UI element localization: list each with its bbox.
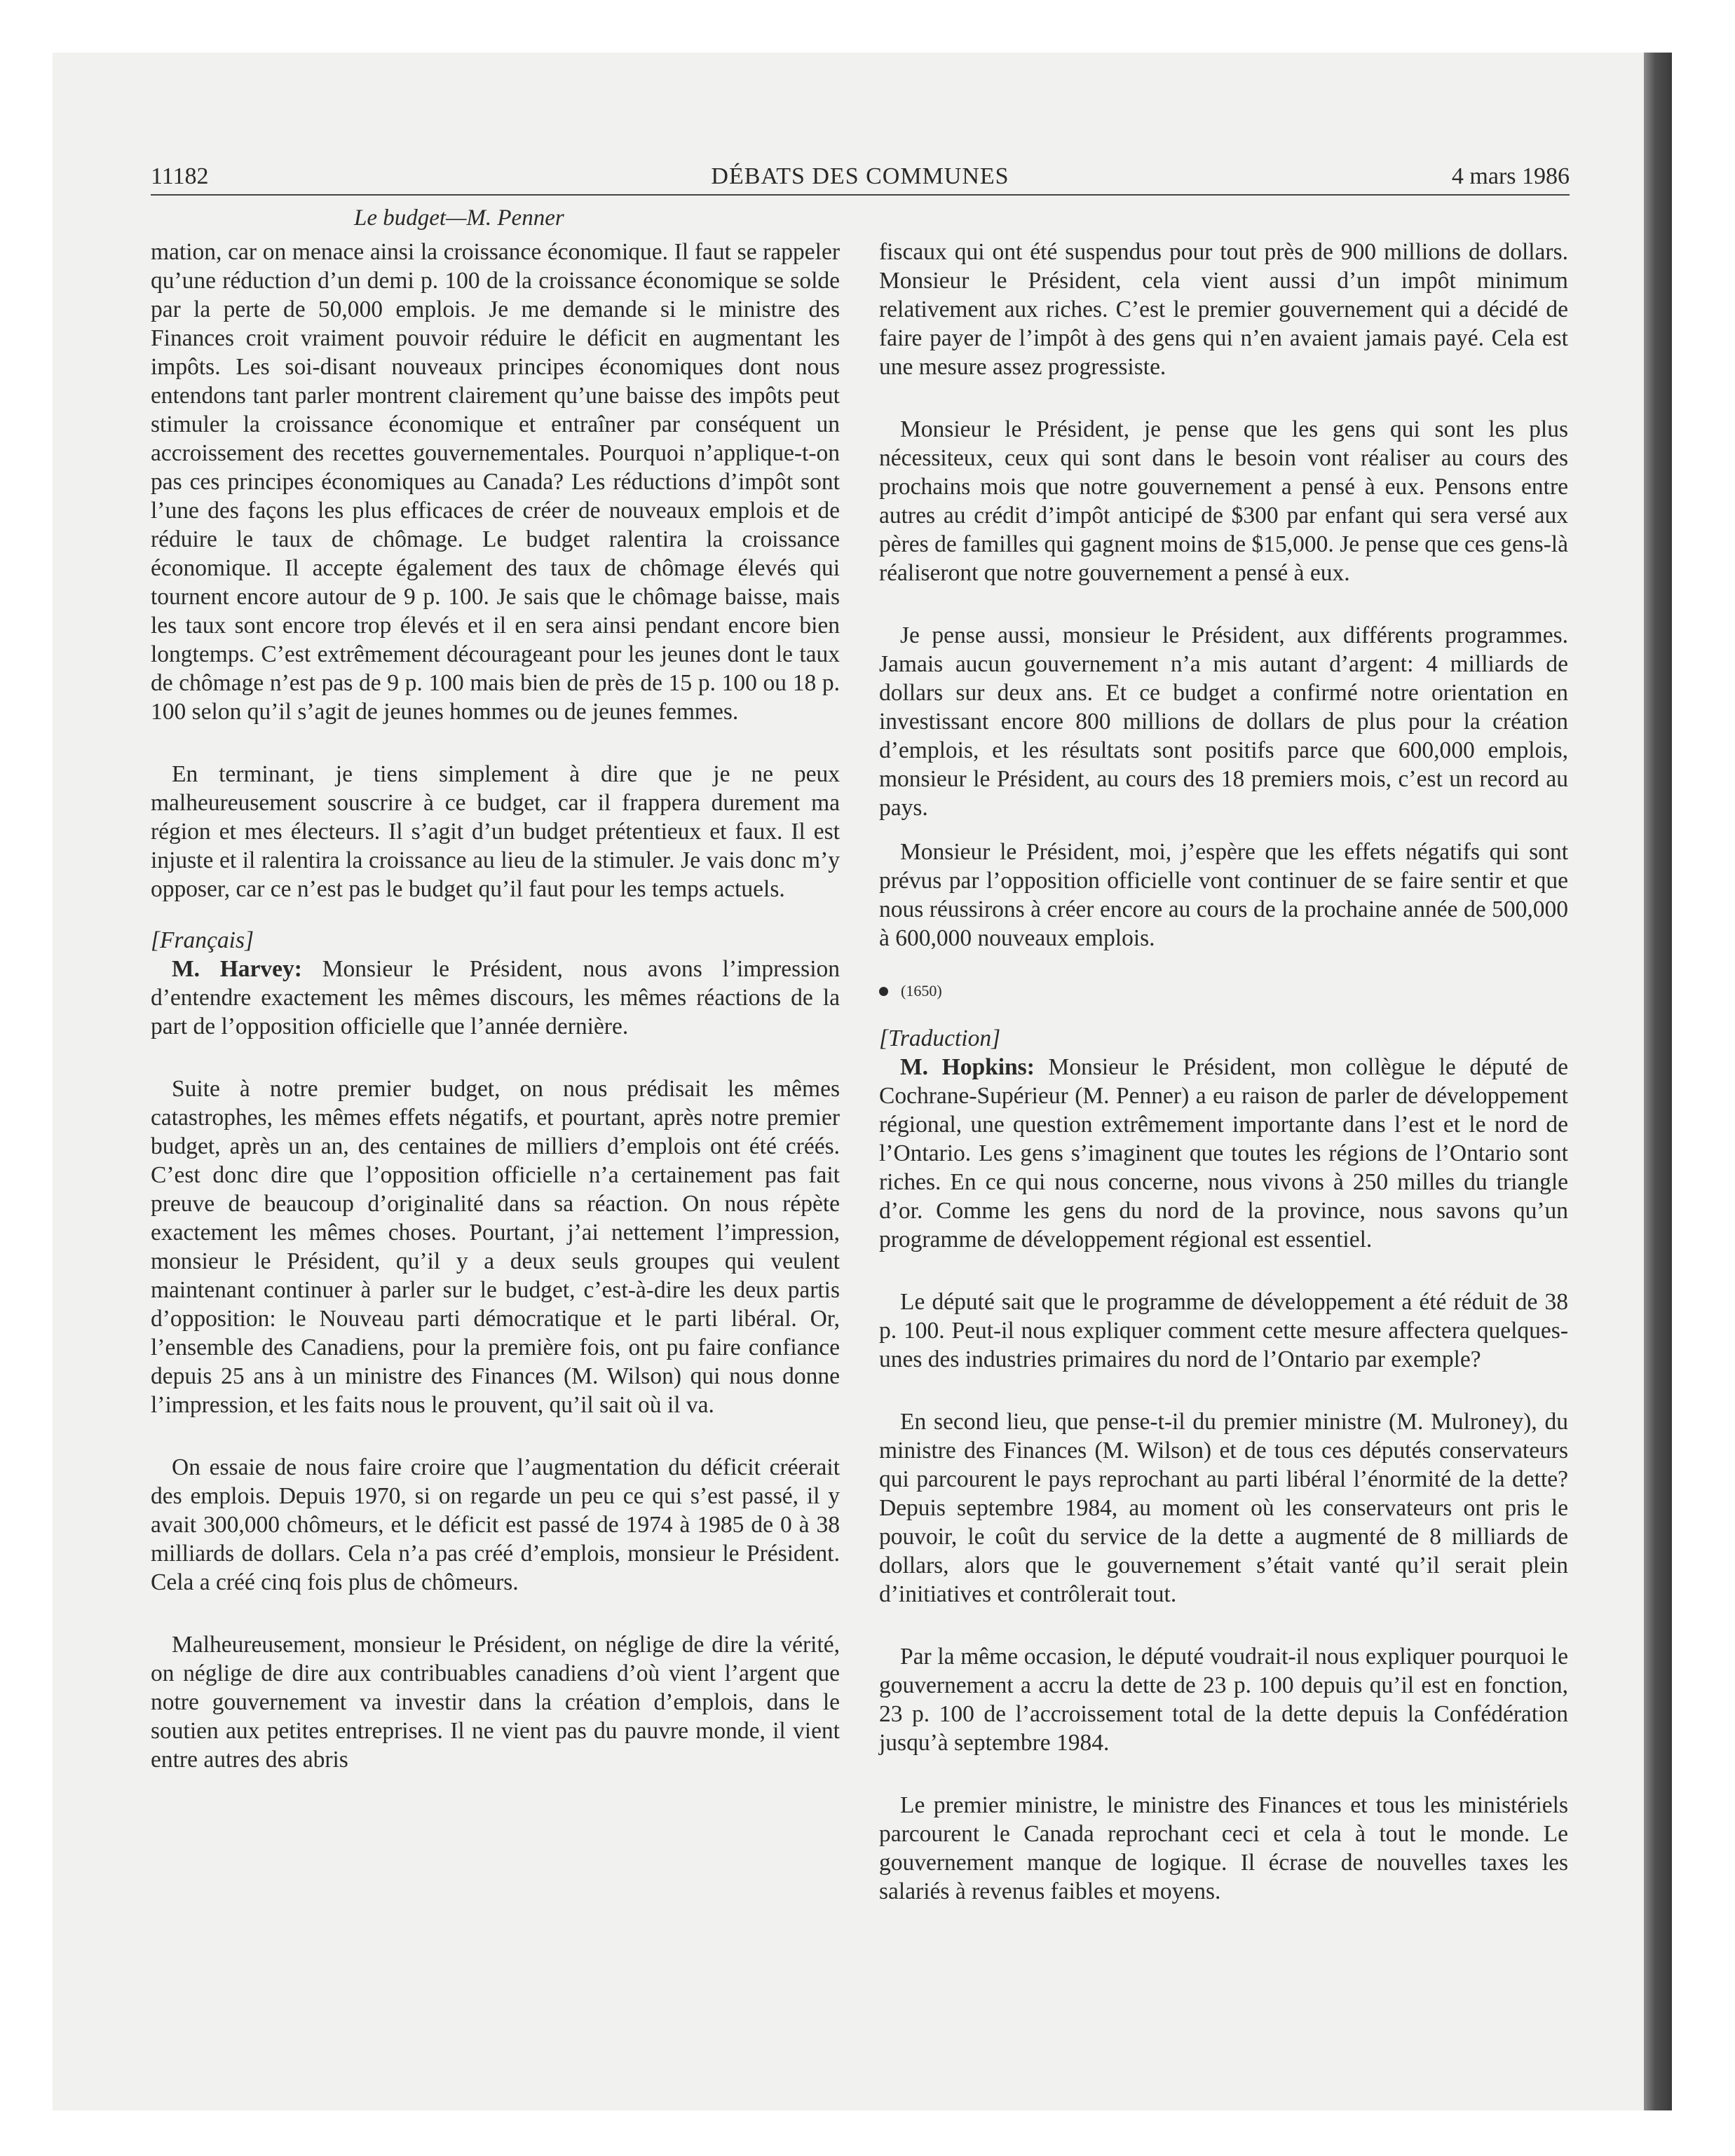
paragraph: Le premier ministre, le ministre des Finances et tous les ministériels parcourent le Canada reprochant ceci et cela à tout le monde. Le gouvernement manque de logique. Il écrase de nouvelles taxes les salariés à revenus faibles et moyens. — [879, 1792, 1568, 1904]
bullet-icon — [879, 987, 888, 996]
paragraph: mation, car on menace ainsi la croissance économique. Il faut se rappeler qu’une réduction d’un demi p. 100 de la croissance économique se solde par la perte de 50,000 emplois. Je me demande si le ministre des Finances croit vraiment pouvoir réduire le déficit en augmentant les impôts. Les soi-disant nouveaux principes économiques dont nous entendons tant parler montrent clairement qu’une baisse des impôts peut stimuler la croissance économique et entraîner par conséquent un accroissement des recettes gouvernementales. Pourquoi n’applique-t-on pas ces principes économiques au Canada? Les réductions d’impôt sont l’une des façons les plus efficaces de créer de nouveaux emplois et de réduire le taux de chômage. Le budget ralentira la croissance économique. Il accepte également des taux de chômage élevés qui tournent encore autour de 9 p. 100. Je sais que le chômage baisse, mais les taux sont encore trop élevés et il en sera ainsi pendant encore bien longtemps. C’est extrêmement décourageant pour les jeunes dont le taux de chômage n’est pas de 9 p. 100 mais bien de près de 15 p. 100 ou 18 p. 100 selon qu’il s’agit de jeunes hommes ou de jeunes femmes. — [151, 239, 840, 725]
paragraph: Le député sait que le programme de développement a été réduit de 38 p. 100. Peut-il nous expliquer comment cette mesure affectera quelques-unes des industries primaires du nord de l’Ontario par exemple? — [879, 1289, 1568, 1372]
document-sheet — [151, 158, 1570, 2095]
paragraph: Monsieur le Président, moi, j’espère que les effets négatifs qui sont prévus par l’opposition officielle vont continuer de se faire sentir et que nous réussirons à créer encore au cours de la prochaine année de 500,000 à 600,000 nouveaux emplois. — [879, 839, 1568, 951]
speaker-name: M. Harvey: — [172, 956, 302, 982]
paragraph: Malheureusement, monsieur le Président, on néglige de dire la vérité, on néglige de dire aux contribuables canadiens d’où vient l’argent que notre gouvernement va investir dans la création d’emplois, dans le soutien aux petites entreprises. Il ne vient pas du pauvre monde, il vient entre autres des abris — [151, 1632, 840, 1773]
paragraph: fiscaux qui ont été suspendus pour tout près de 900 millions de dollars. Monsieur le Président, cela vient aussi d’un impôt minimum relativement aux riches. C’est le premier gouvernement qui a décidé de faire payer de l’impôt à des gens qui n’en avaient jamais payé. Cela est une mesure assez progressiste. — [879, 239, 1568, 380]
publication-date: 4 mars 1986 — [1451, 163, 1570, 189]
timestamp-text: (1650) — [901, 982, 942, 999]
language-tag: [Traduction] — [879, 1025, 1001, 1051]
speech-text: Monsieur le Président, mon collègue le député de Cochrane-Supérieur (M. Penner) a eu raison de parler de développement régional, une question extrêmement importante dans l’est et le nord de l’Ontario. Les gens s’imaginent que toutes les régions de l’Ontario sont riches. En ce qui nous concerne, nous vivons à 250 milles du triangle d’or. Comme les gens du nord de la province, nous savons qu’un programme de développement régional est essentiel. — [879, 1054, 1568, 1253]
paragraph: Suite à notre premier budget, on nous prédisait les mêmes catastrophes, les mêmes effets négatifs, et pourtant, après notre premier budget, après un an, des centaines de milliers d’emplois ont été créés. C’est donc dire que l’opposition officielle n’a certainement pas fait preuve de beaucoup d’originalité dans sa réaction. On nous répète exactement les mêmes choses. Pourtant, j’ai nettement l’impression, monsieur le Président, qu’il y a deux seuls groupes qui veulent maintenant continuer à parler sur le budget, c’est-à-dire les deux partis d’opposition: le Nouveau parti démocratique et le parti libéral. Or, l’ensemble des Canadiens, pour la première fois, ont pu faire confiance depuis 25 ans à un ministre des Finances (M. Wilson) qui nous donne l’impression, et les faits nous le prouvent, qu’il sait où il va. — [151, 1076, 840, 1418]
paragraph: Je pense aussi, monsieur le Président, aux différents programmes. Jamais aucun gouvernement n’a mis autant d’argent: 4 milliards de dollars sur deux ans. Et ce budget a confirmé notre orientation en investissant encore 800 millions de dollars de plus pour la création d’emplois, et les résultats sont positifs parce que 600,000 emplois, monsieur le Président, au cours des 18 premiers mois, c’est un record au pays. — [879, 622, 1568, 821]
paragraph: En second lieu, que pense-t-il du premier ministre (M. Mulroney), du ministre des Finances (M. Wilson) et de tous ces députés conservateurs qui parcourent le pays reprochant au parti libéral l’énormité de la dette? Depuis septembre 1984, au moment où les conservateurs ont pris le pouvoir, le coût du service de la dette a augmenté de 8 milliards de dollars, alors que le gouvernement s’était vanté qu’il serait plein d’initiatives et contrôlerait tout. — [879, 1409, 1568, 1607]
page-number: 11182 — [151, 163, 209, 189]
left-column — [151, 238, 840, 1774]
speaker-name: M. Hopkins: — [900, 1054, 1035, 1080]
right-column — [879, 238, 1568, 1906]
paragraph: Monsieur le Président, je pense que les gens qui sont les plus nécessiteux, ceux qui sont dans le besoin vont réaliser au cours des prochains mois que notre gouvernement a pensé à eux. Pensons entre autres au crédit d’impôt anticipé de $300 par enfant qui sera versé aux pères de familles qui gagnent moins de $15,000. Je pense que ces gens-là réaliseront que notre gouvernement a pensé à eux. — [879, 416, 1568, 586]
language-tag: [Français] — [151, 927, 254, 953]
paragraph: On essaie de nous faire croire que l’augmentation du déficit créerait des emplois. Depuis 1970, si on regarde un peu ce qui s’est passé, il y avait 300,000 chômeurs, et le déficit est passé de 1974 à 1985 de 0 à 38 milliards de dollars. Cela n’a pas créé d’emplois, monsieur le Président. Cela a créé cinq fois plus de chômeurs. — [151, 1454, 840, 1595]
scan-edge — [1644, 53, 1672, 2110]
paragraph: Par la même occasion, le député voudrait-il nous expliquer pourquoi le gouvernement a accru la dette de 23 p. 100 depuis qu’il est en fonction, 23 p. 100 de l’accroissement total de la dette depuis la Confédération jusqu’à septembre 1984. — [879, 1644, 1568, 1756]
speech-text: Monsieur le Président, nous avons l’impression d’entendre exactement les mêmes discours, les mêmes réactions de la part de l’opposition officielle que l’année dernière. — [151, 956, 840, 1039]
speech-paragraph — [879, 1053, 1568, 1254]
speech-paragraph — [151, 955, 840, 1041]
timestamp-marker — [879, 981, 1568, 1002]
section-subheader: Le budget—M. Penner — [354, 205, 564, 231]
text-columns — [151, 238, 1570, 2095]
paragraph: En terminant, je tiens simplement à dire que je ne peux malheureusement souscrire à ce budget, car il frappera durement ma région et mes électeurs. Il s’agit d’un budget prétentieux et faux. Il est injuste et il ralentira la croissance au lieu de la stimuler. Je vais donc m’y opposer, car ce n’est pas le budget qu’il faut pour les temps actuels. — [151, 761, 840, 902]
publication-title: DÉBATS DES COMMUNES — [711, 163, 1009, 189]
running-header — [151, 158, 1570, 196]
